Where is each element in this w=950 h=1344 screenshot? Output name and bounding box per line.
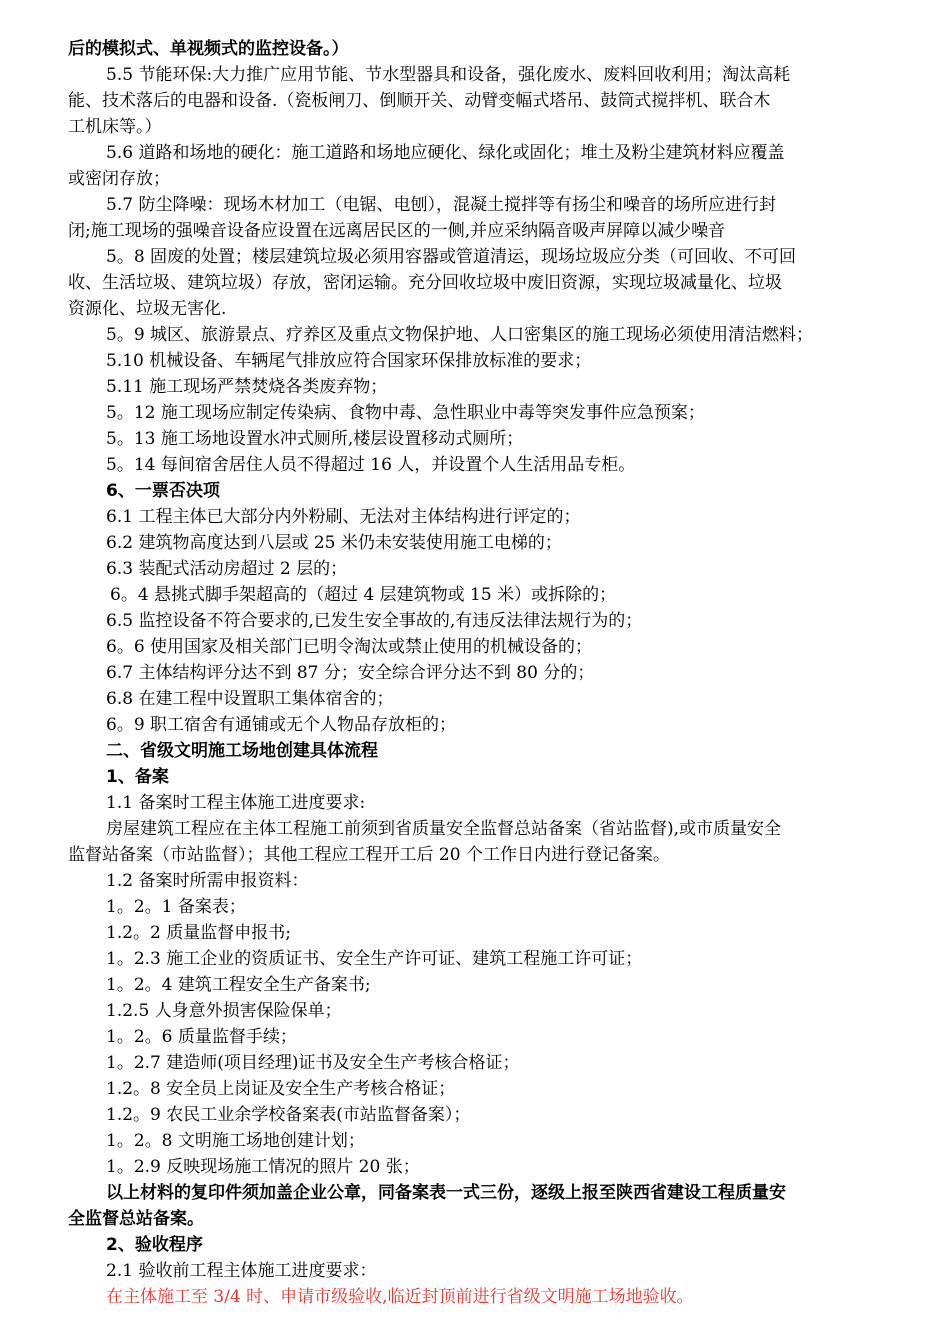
document-line: 资源化、垃圾无害化. (68, 299, 227, 319)
document-line: 6.8 在建工程中设置职工集体宿舍的； (106, 689, 394, 709)
document-line: 闭;施工现场的强噪音设备应设置在远离居民区的一侧,并应采纳隔音吸声屏障以减少噪音 (68, 221, 726, 241)
document-line: 1.1 备案时工程主体施工进度要求: (106, 793, 366, 813)
document-line: 6.7 主体结构评分达不到 87 分；安全综合评分达不到 80 分的； (106, 663, 595, 683)
document-line: 5.7 防尘降噪：现场木材加工（电锯、电刨），混凝土搅拌等有扬尘和噪音的场所应进行封 (106, 195, 776, 215)
document-line: 1。2.7 建造师(项目经理)证书及安全生产考核合格证； (106, 1053, 520, 1073)
document-line: 房屋建筑工程应在主体工程施工前须到省质量安全监督总站备案（省站监督),或市质量安全 (106, 819, 782, 839)
document-line: 1。2。8 文明施工场地创建计划； (106, 1131, 365, 1151)
document-line: 1。2。1 备案表； (106, 897, 246, 917)
document-line: 5。9 城区、旅游景点、疗养区及重点文物保护地、人口密集区的施工现场必须使用清洁燃料； (106, 325, 814, 345)
document-line: 6、一票否决项 (106, 481, 220, 501)
document-line: 1、备案 (106, 767, 169, 787)
document-line: 5。8 固废的处置；楼层建筑垃圾必须用容器或管道清运，现场垃圾应分类（可回收、不可回 (106, 247, 797, 267)
document-line: 5。12 施工现场应制定传染病、食物中毒、急性职业中毒等突发事件应急预案； (106, 403, 705, 423)
document-line: 1.2 备案时所需申报资料： (106, 871, 309, 891)
document-line: 1.2。9 农民工业余学校备案表(市站监督备案）； (106, 1105, 471, 1125)
document-line: 监督站备案（市站监督）；其他工程应工程开工后 20 个工作日内进行登记备案。 (68, 845, 670, 865)
document-line: 2、验收程序 (106, 1235, 203, 1255)
document-line: 或密闭存放； (68, 169, 170, 189)
document-line: 6。4 悬挑式脚手架超高的（超过 4 层建筑物或 15 米）或拆除的； (110, 585, 617, 605)
document-line: 1.2。8 安全员上岗证及安全生产考核合格证； (106, 1079, 456, 1099)
document-line: 1.2.5 人身意外损害保险保单； (106, 1001, 342, 1021)
document-line: 全监督总站备案。 (68, 1209, 204, 1229)
document-line: 1.2。2 质量监督申报书; (106, 923, 291, 943)
document-line: 1。2。6 质量监督手续； (106, 1027, 297, 1047)
document-line: 6.1 工程主体已大部分内外粉刷、无法对主体结构进行评定的； (106, 507, 581, 527)
document-line: 6.2 建筑物高度达到八层或 25 米仍未安装使用施工电梯的； (106, 533, 562, 553)
document-line: 在主体施工至 3/4 时、申请市级验收,临近封顶前进行省级文明施工场地验收。 (106, 1287, 694, 1307)
document-line: 5.6 道路和场地的硬化：施工道路和场地应硬化、绿化或固化；堆土及粉尘建筑材料应覆盖 (106, 143, 785, 163)
document-line: 6。6 使用国家及相关部门已明令淘汰或禁止使用的机械设备的； (106, 637, 593, 657)
document-line: 以上材料的复印件须加盖企业公章，同备案表一式三份，逐级上报至陕西省建设工程质量安 (106, 1183, 786, 1203)
document-line: 1。2.3 施工企业的资质证书、安全生产许可证、建筑工程施工许可证； (106, 949, 643, 969)
document-line: 能、技术落后的电器和设备.（瓷板闸刀、倒顺开关、动臂变幅式塔吊、鼓筒式搅拌机、联合木 (68, 91, 771, 111)
document-line: 6.5 监控设备不符合要求的,已发生安全事故的,有违反法律法规行为的； (106, 611, 643, 631)
document-line: 5.5 节能环保:大力推广应用节能、节水型器具和设备，强化废水、废料回收利用；淘汰高耗 (106, 65, 791, 85)
document-line: 2.1 验收前工程主体施工进度要求： (106, 1261, 377, 1281)
document-line: 后的模拟式、单视频式的监控设备。） (68, 39, 349, 59)
document-line: 5。13 施工场地设置水冲式厕所,楼层设置移动式厕所； (106, 429, 524, 449)
document-line: 6.3 装配式活动房超过 2 层的； (106, 559, 348, 579)
document-line: 5。14 每间宿舍居住人员不得超过 16 人，并设置个人生活用品专柜。 (106, 455, 636, 475)
document-line: 1。2。4 建筑工程安全生产备案书; (106, 975, 371, 995)
document-line: 5.11 施工现场严禁焚烧各类废弃物； (106, 377, 388, 397)
document-line: 二、省级文明施工场地创建具体流程 (106, 741, 378, 761)
document-body (68, 36, 883, 1310)
document-line: 1。2.9 反映现场施工情况的照片 20 张； (106, 1157, 420, 1177)
document-line: 6。9 职工宿舍有通铺或无个人物品存放柜的； (106, 715, 457, 735)
document-line: 收、生活垃圾、建筑垃圾）存放，密闭运输。充分回收垃圾中废旧资源，实现垃圾减量化、垃圾 (68, 273, 782, 293)
document-line: 5.10 机械设备、车辆尾气排放应符合国家环保排放标准的要求； (106, 351, 592, 371)
document-line: 工机床等。） (68, 117, 162, 137)
